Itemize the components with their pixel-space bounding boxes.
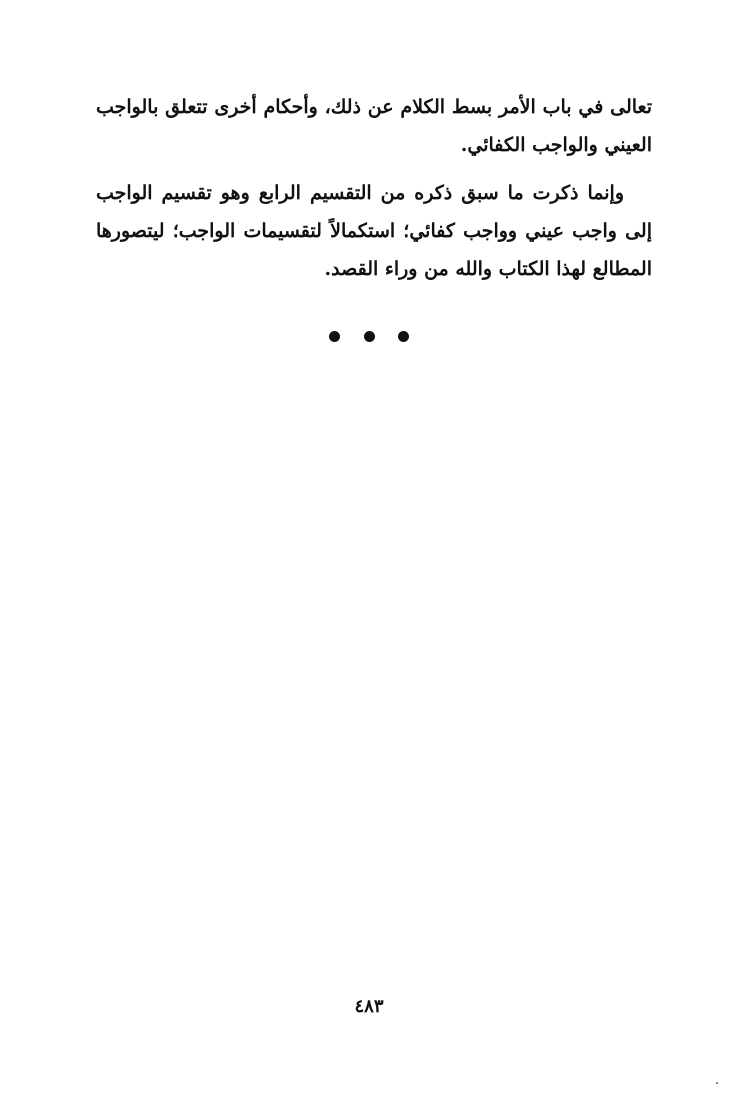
scan-speck — [716, 1082, 718, 1084]
separator-dot — [329, 331, 340, 342]
separator-dot — [364, 331, 375, 342]
paragraph-2: وإنما ذكرت ما سبق ذكره من التقسيم الرابع وهو تقسيم الواجب إلى واجب عيني وواجب كفائي؛ استكمالاً لتقسيمات الواجب؛ ليتصورها المطالع لهذا الكتاب والله من وراء القصد. — [96, 182, 652, 280]
body-text — [96, 88, 652, 288]
section-separator — [0, 327, 738, 347]
page-number: ٤٨٣ — [354, 996, 384, 1017]
paragraph-1: تعالى في باب الأمر بسط الكلام عن ذلك، وأحكام أخرى تتعلق بالواجب العيني والواجب الكفائي. — [96, 96, 652, 156]
separator-dot — [398, 331, 409, 342]
